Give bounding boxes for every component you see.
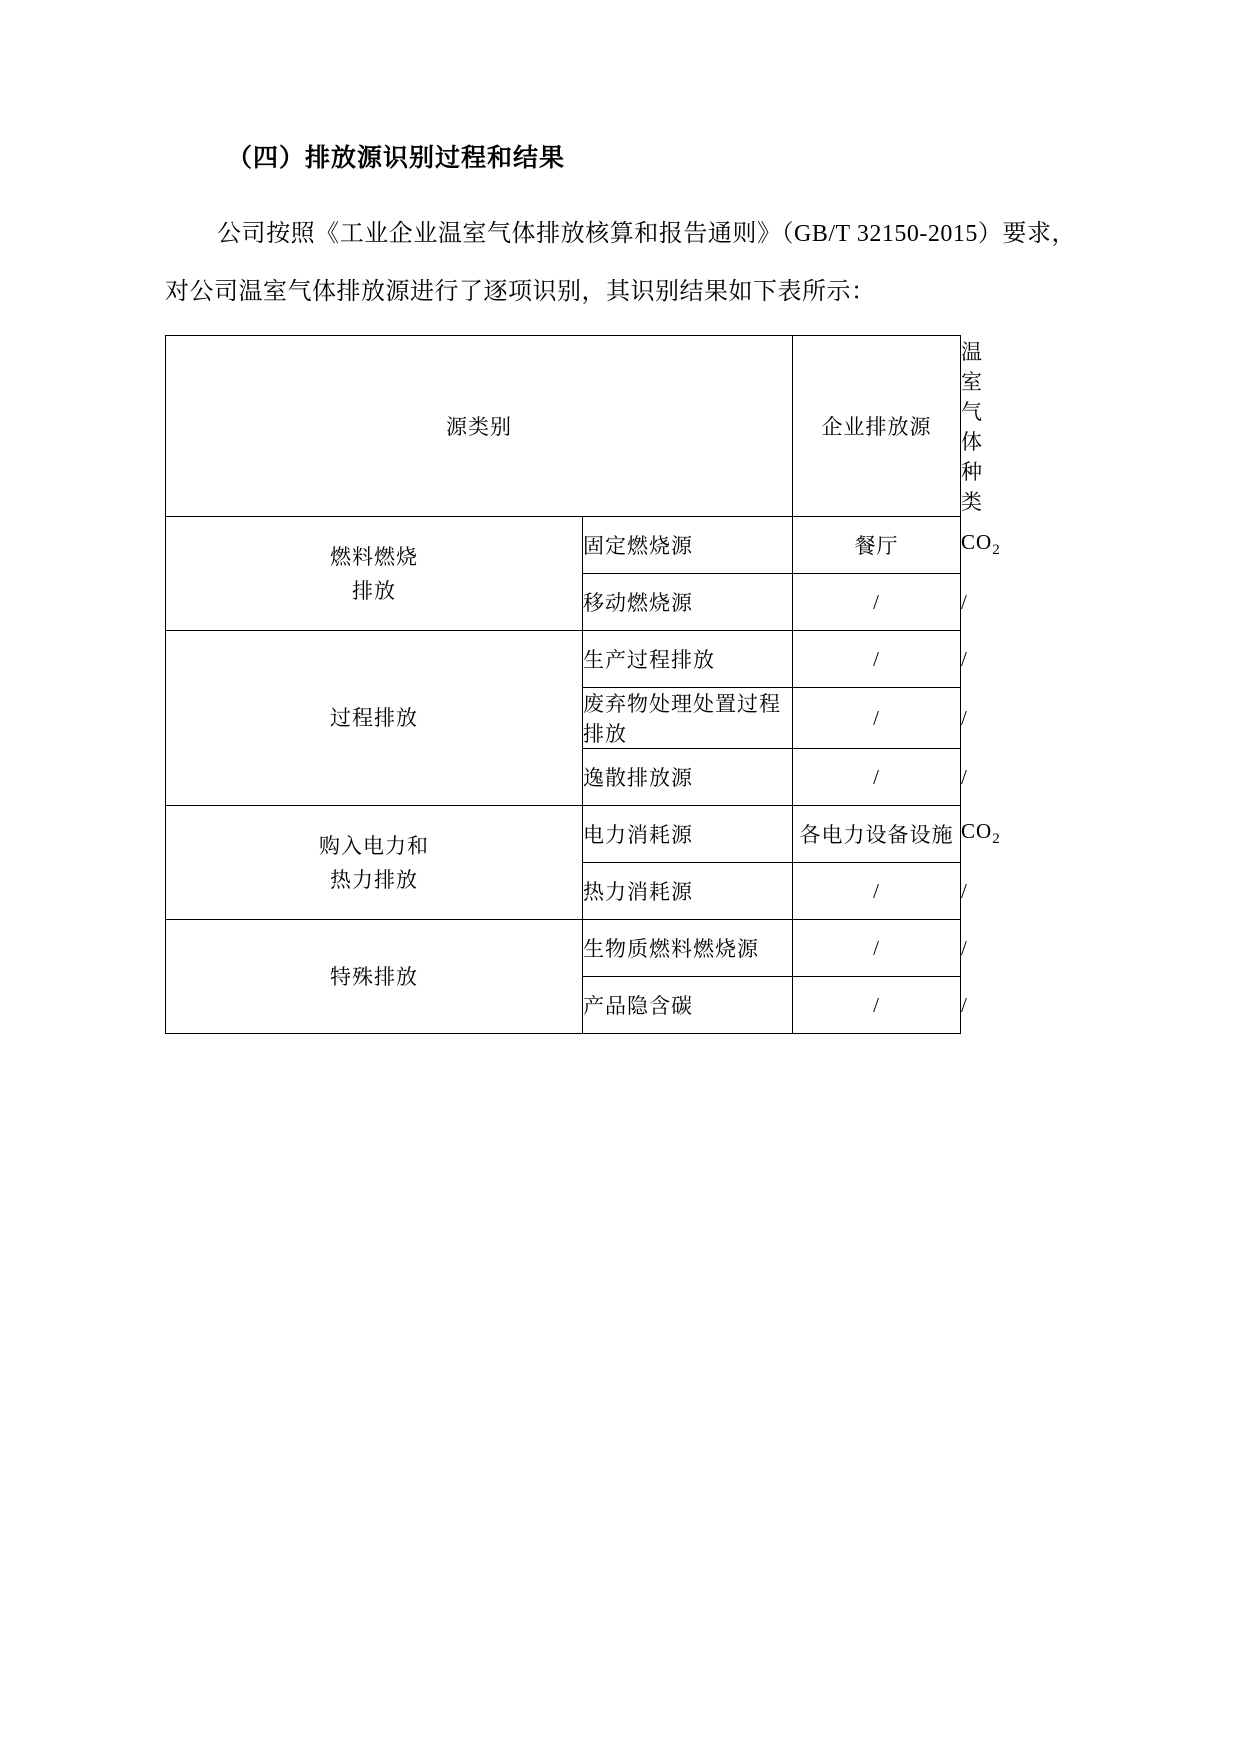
header-category: 源类别 bbox=[166, 336, 793, 517]
table-header-row: 源类别 企业排放源 温室气体种类 bbox=[166, 336, 961, 517]
table-row: 过程排放 生产过程排放 / / bbox=[166, 631, 961, 688]
cell-enterprise-source: / bbox=[793, 688, 961, 749]
cell-sub-category: 热力消耗源 bbox=[583, 863, 793, 920]
table-body bbox=[166, 517, 1001, 1034]
emission-source-table bbox=[165, 335, 1001, 1034]
table-row: 热力消耗源 / / bbox=[166, 863, 961, 920]
cell-enterprise-source: / bbox=[793, 977, 961, 1034]
section-heading: （四）排放源识别过程和结果 bbox=[227, 143, 566, 172]
table-row: 废弃物处理处置过程排放 / / bbox=[166, 688, 961, 749]
cell-enterprise-source: / bbox=[793, 749, 961, 806]
table-row: 购入电力和 热力排放 电力消耗源 各电力设备设施 $CO_2$ bbox=[166, 806, 961, 863]
table-row: 特殊排放 生物质燃料燃烧源 / / bbox=[166, 920, 961, 977]
gas-subscript: 2 bbox=[992, 831, 1001, 848]
table-row: 逸散排放源 / / bbox=[166, 749, 961, 806]
cell-sub-category: 生物质燃料燃烧源 bbox=[583, 920, 793, 977]
cell-enterprise-source: / bbox=[793, 574, 961, 631]
cell-enterprise-source: 餐厅 bbox=[793, 517, 961, 574]
cell-sub-category: 固定燃烧源 bbox=[583, 517, 793, 574]
cell-sub-category: 移动燃烧源 bbox=[583, 574, 793, 631]
cell-sub-category: 生产过程排放 bbox=[583, 631, 793, 688]
cell-enterprise-source: / bbox=[793, 863, 961, 920]
cell-sub-category: 逸散排放源 bbox=[583, 749, 793, 806]
cell-sub-category: 产品隐含碳 bbox=[583, 977, 793, 1034]
table-row: 燃料燃烧 排放 固定燃烧源 餐厅 $CO_2$ bbox=[166, 517, 961, 574]
table-row: 产品隐含碳 / / bbox=[166, 977, 961, 1034]
gas-subscript: 2 bbox=[992, 542, 1001, 559]
cell-sub-category: 电力消耗源 bbox=[583, 806, 793, 863]
cell-enterprise-source: 各电力设备设施 bbox=[793, 806, 961, 863]
cell-category: 燃料燃烧 排放 bbox=[166, 517, 583, 631]
cell-sub-category: 废弃物处理处置过程排放 bbox=[583, 688, 793, 749]
header-enterprise-source: 企业排放源 bbox=[793, 336, 961, 517]
cell-enterprise-source: / bbox=[793, 631, 961, 688]
intro-paragraph: 公司按照《工业企业温室气体排放核算和报告通则》（GB/T 32150-2015）要求，对公司温室气体排放源进行了逐项识别，其识别结果如下表所示： bbox=[165, 221, 1076, 305]
cell-enterprise-source: / bbox=[793, 920, 961, 977]
table-row: 移动燃烧源 / / bbox=[166, 574, 961, 631]
cell-category: 过程排放 bbox=[166, 631, 583, 806]
cell-category: 购入电力和 热力排放 bbox=[166, 806, 583, 920]
cell-category: 特殊排放 bbox=[166, 920, 583, 1034]
